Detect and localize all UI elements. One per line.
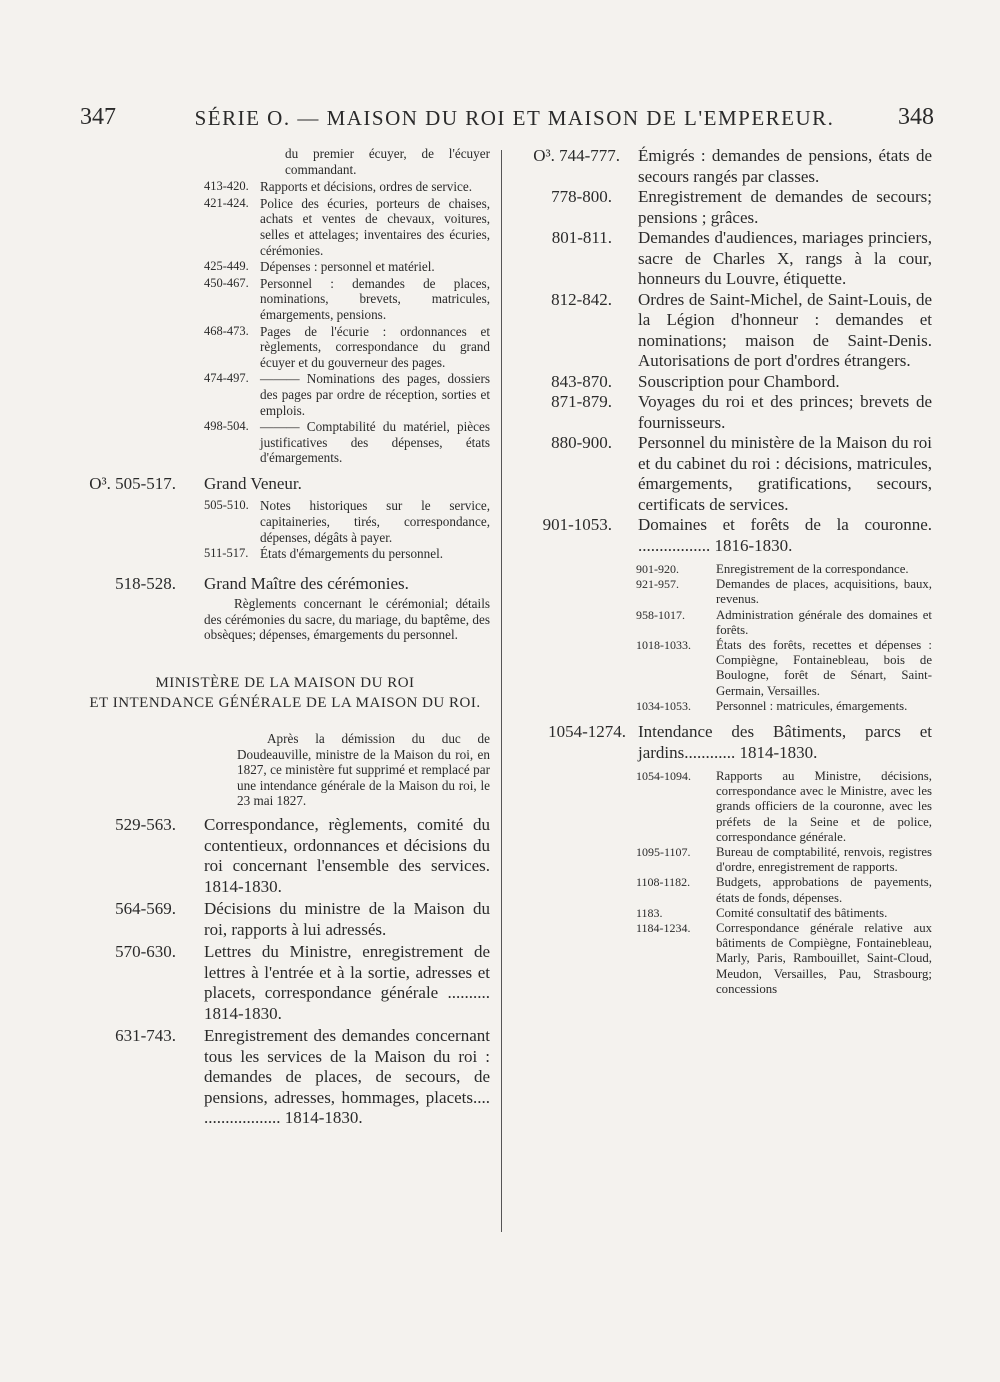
list-item [204, 419, 490, 466]
entry-range: 1018-1033. [636, 638, 691, 653]
right-column [512, 146, 932, 997]
list-item [204, 259, 490, 275]
entry-range: 570-630. [115, 942, 176, 961]
entry-range: 421-424. [204, 195, 249, 210]
entry-range: 921-957. [636, 577, 679, 592]
large-entries-right-2 [512, 722, 932, 763]
section-note: Après la démission du duc de Doudeauville, ministre de la Maison du roi, en 1827, ce ministère fut supprimé et remplacé par une intendance générale de la Maison du roi, le 23 mai 1827. [237, 731, 490, 809]
entry-text: Bureau de comptabilité, renvois, registres d'ordre, enregistrement de rapports. [716, 845, 932, 875]
entry-text: Enregistrement de la correspondance. [716, 562, 909, 576]
large-entries-right-1 [512, 146, 932, 556]
entry-text: Intendance des Bâtiments, parcs et jardins............ 1814-1830. [638, 722, 932, 762]
entry-text: Notes historiques sur le service, capitaineries, tirés, correspondance, dépenses, dégâts à payer. [260, 498, 490, 545]
entry-range: 498-504. [204, 419, 249, 434]
list-item [204, 371, 490, 418]
entry-range: 901-920. [636, 562, 679, 576]
list-item [636, 921, 932, 997]
entry-range: 518-528. [115, 573, 176, 593]
entry-range: 529-563. [115, 815, 176, 834]
entry-text: Rapports au Ministre, décisions, correspondance avec le Ministre, avec les grands officiers de la couronne, avec les préfets de la Seine et de police, correspondance générale. [716, 769, 932, 844]
list-item [204, 276, 490, 323]
list-item [512, 722, 932, 763]
entry-range: 1108-1182. [636, 875, 691, 890]
list-item [636, 699, 932, 714]
list-item [636, 875, 932, 905]
entry-range: 778-800. [551, 187, 612, 206]
entry-text: Pages de l'écurie : ordonnances et règlements, correspondance du grand écuyer et du gouverneur des pages. [260, 323, 490, 370]
entry-text: Domaines et forêts de la couronne. ................. 1816-1830. [638, 515, 932, 555]
list-item [204, 196, 490, 258]
entry-range: 413-420. [204, 179, 249, 194]
left-column [80, 146, 490, 1129]
list-item [512, 515, 932, 556]
entry-text: Correspondance, règlements, comité du contentieux, ordonnances et décisions du roi concernant l'ensemble des services. 1814-1830. [204, 815, 490, 896]
list-item [512, 433, 932, 515]
list-item [512, 392, 932, 433]
entry-range: 505-510. [204, 498, 249, 513]
grand-maitre-note: Règlements concernant le cérémonial; détails des cérémonies du sacre, du mariage, du baptême, des obsèques; dépenses, émargements du personnel. [204, 596, 490, 643]
entry-text: Décisions du ministre de la Maison du roi, rapports à lui adressés. [204, 899, 490, 939]
entry-range: 474-497. [204, 371, 249, 386]
entry-text: Personnel : matricules, émargements. [716, 698, 908, 713]
entry-text: Demandes de places, acquisitions, baux, revenus. [716, 577, 932, 607]
list-item [636, 638, 932, 699]
entry-text: États des forêts, recettes et dépenses : Compiègne, Fontainebleau, bois de Boulogne, forêt de Sénart, Saint-Germain, Versailles. [716, 638, 932, 698]
entry-text: Ordres de Saint-Michel, de Saint-Louis, de la Légion d'honneur : demandes et nominations; maison de Saint-Denis. Autorisations de port d'ordres étrangers. [638, 289, 932, 370]
entry-text: ——— Nominations des pages, dossiers des pages par ordre de réception, sorties et emplois. [260, 371, 490, 418]
entry-range: 425-449. [204, 259, 249, 274]
entry-range: 1184-1234. [636, 921, 691, 936]
entry-text: Souscription pour Chambord. [638, 371, 840, 391]
entry-text: Rapports et décisions, ordres de service. [260, 179, 473, 195]
entry-text: Voyages du roi et des princes; brevets de fournisseurs. [638, 392, 932, 432]
continuation-text: du premier écuyer, de l'écuyer commandant. [285, 146, 490, 177]
list-item [512, 187, 932, 228]
entry-text: Enregistrement des demandes concernant tous les services de la Maison du roi : demandes de places, de secours, de pensions, adresses, hommages, placets.... .................. 1814-1830. [204, 1026, 490, 1127]
entry-range: 1054-1094. [636, 769, 691, 784]
entry-range: 871-879. [551, 392, 612, 411]
entry-text: Personnel du ministère de la Maison du roi et du cabinet du roi : décisions, matricules, émargements, gratifications, secours, certificats de services. [638, 433, 932, 514]
entry-range: 801-811. [551, 228, 612, 247]
entry-text: Personnel : demandes de places, nominations, brevets, matricules, émargements, pensions. [260, 275, 490, 322]
list-item [204, 324, 490, 371]
section-heading-line-1: MINISTÈRE DE LA MAISON DU ROI [155, 675, 415, 692]
list-item [204, 179, 490, 195]
list-item [512, 146, 932, 187]
entry-text: Correspondance générale relative aux bâtiments de Compiègne, Fontainebleau, Marly, Paris, Rambouillet, Saint-Cloud, Meudon, Versailles, Pau, Strasbourg; concessions [716, 921, 932, 996]
list-item [80, 1026, 490, 1129]
page-header [80, 104, 934, 144]
grand-veneur-entry [80, 474, 490, 495]
small-entries-veneur [80, 498, 490, 561]
entry-range: 1095-1107. [636, 845, 691, 860]
grand-maitre-entry [80, 574, 490, 595]
list-item [636, 769, 932, 845]
list-item [204, 546, 490, 562]
column-divider [501, 150, 502, 1232]
list-item [204, 498, 490, 545]
entry-range: 450-467. [204, 275, 249, 290]
list-item [636, 577, 932, 607]
large-entries-left [80, 815, 490, 1129]
page-number-right: 348 [898, 104, 934, 130]
entry-range: 880-900. [551, 433, 612, 452]
entry-range: 468-473. [204, 323, 249, 338]
entry-text: Budgets, approbations de payements, états de fonds, dépenses. [716, 875, 932, 905]
entry-range: 1054-1274. [548, 722, 626, 742]
entry-text: Émigrés : demandes de pensions, états de secours rangés par classes. [638, 146, 932, 186]
entry-range: 631-743. [115, 1026, 176, 1045]
list-item [512, 228, 932, 290]
list-item [80, 942, 490, 1024]
list-item [512, 372, 932, 393]
list-item [636, 608, 932, 638]
small-entries-forets [636, 562, 932, 714]
entry-text: ——— Comptabilité du matériel, pièces justificatives des dépenses, états d'émargements. [260, 419, 490, 466]
list-item [512, 290, 932, 372]
entry-text: Enregistrement de demandes de secours; pensions ; grâces. [638, 187, 932, 227]
entry-text: Demandes d'audiences, mariages princiers, sacre de Charles X, rangs à la cour, honneurs du Louvre, étiquette. [638, 228, 932, 288]
list-item [636, 906, 932, 921]
entry-text: Comité consultatif des bâtiments. [716, 905, 888, 920]
entry-text: Lettres du Ministre, enregistrement de lettres à l'entrée et à la sortie, adresses et placets, correspondance générale .......... 1814-1830. [204, 942, 490, 1023]
entry-text: États d'émargements du personnel. [260, 546, 444, 562]
list-item [636, 562, 932, 577]
section-heading-block [80, 673, 490, 713]
entry-text: Dépenses : personnel et matériel. [260, 259, 435, 275]
entry-text: Police des écuries, porteurs de chaises, achats et ventes de chevaux, voitures, selles et attelages; inventaires des écuries, cérémonies. [260, 195, 490, 258]
running-title: SÉRIE O. — MAISON DU ROI ET MAISON DE L'EMPEREUR. [194, 106, 835, 130]
entry-range: O³. 505-517. [89, 473, 176, 493]
entry-range: 958-1017. [636, 607, 685, 622]
entry-title: Grand Veneur. [204, 473, 302, 493]
entry-range: 901-1053. [542, 515, 612, 534]
entry-range: 1183. [636, 905, 663, 920]
entry-text: Administration générale des domaines et forêts. [716, 607, 932, 637]
section-heading-line-2: ET INTENDANCE GÉNÉRALE DE LA MAISON DU ROI. [89, 695, 481, 712]
list-item [636, 845, 932, 875]
entry-range: 812-842. [551, 289, 612, 309]
small-entries-batiments [636, 769, 932, 997]
page-number-left: 347 [80, 104, 116, 130]
list-item [80, 815, 490, 897]
entry-range: 1034-1053. [636, 698, 691, 713]
entry-range: O³. 744-777. [533, 146, 620, 165]
list-item [80, 899, 490, 940]
small-entries-ecurie [80, 179, 490, 466]
entry-range: 511-517. [204, 546, 249, 561]
entry-title: Grand Maître des cérémonies. [204, 573, 409, 593]
entry-range: 843-870. [551, 371, 612, 391]
entry-range: 564-569. [115, 899, 176, 918]
